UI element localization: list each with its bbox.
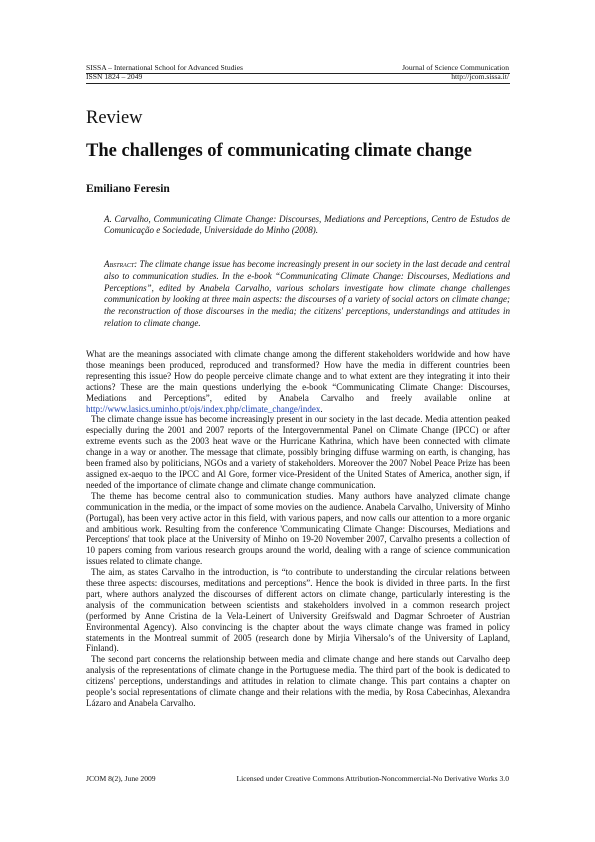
book-reference: A. Carvalho, Communicating Climate Change: Discourses, Mediations and Perceptions, Centro de Estudos de Comunicação e Sociedade, Universidade do Minho (2008). (104, 214, 510, 235)
ebook-link[interactable]: http://www.lasics.uminho.pt/ojs/index.php/climate_change/index (86, 403, 321, 414)
journal-header-right (402, 63, 509, 81)
issn: ISSN 1824 – 2049 (86, 72, 143, 81)
article-title: The challenges of communicating climate change (86, 141, 472, 161)
paragraph-1-end: . (320, 403, 323, 414)
article-body (86, 349, 510, 709)
publisher-name: SISSA – International School for Advanced Studies (86, 63, 243, 72)
footer-license: Licensed under Creative Commons Attribution-Noncommercial-No Derivative Works 3.0 (236, 774, 509, 783)
paragraph-4: The aim, as states Carvalho in the introduction, is “to contribute to understanding the circular relations between these three aspects: discourses, meditations and perceptions”. Hence the book is divided in three parts. In the first part, where authors analyzed the discourses of different actors on climate change, particularly interesting is the analysis of the communication between scientists and stakeholders involved in a common research project (performed by Anne Cristina de la Vela-Leinert of University Greifswald and Dagmar Schroeter of Austrian Environmental Agency). Also convincing is the chapter about the ways climate change was framed in policy statements in the Montreal summit of 2005 (research done by Mirjia Vihersalo’s of the University of Lapland, Finland). (86, 567, 510, 654)
journal-name: Journal of Science Communication (402, 63, 509, 72)
paragraph-1-text: What are the meanings associated with climate change among the different stakeholders worldwide and how have those meanings been produced, reproduced and transformed? How have the media in different countries been representing this issue? How do people perceive climate change and to what extent are they integrating it into their actions? These are the main questions underlying the e-book “Communicating Climate Change: Discourses, Mediations and Perceptions”, edited by Anabela Carvalho and freely available online at (86, 349, 510, 403)
header-rule-bottom (86, 83, 510, 84)
header-rule-top (86, 73, 510, 74)
abstract-label: Abstract (104, 259, 135, 269)
footer-citation: JCOM 8(2), June 2009 (86, 774, 156, 783)
paragraph-1 (86, 349, 510, 414)
abstract (104, 259, 510, 330)
paragraph-5: The second part concerns the relationship between media and climate change and here stands out Carvalho deep analysis of the representations of climate change in the Portuguese media. The third part of the book is dedicated to citizens' perceptions, understandings and attitudes in relation to climate change. This part contains a chapter on people’s social representations of climate change and their relations with the media, by Rosa Cabecinhas, Alexandra Lázaro and Anabela Carvalho. (86, 654, 510, 708)
journal-url[interactable]: http://jcom.sissa.it/ (451, 72, 509, 81)
author-name: Emiliano Feresin (86, 183, 170, 195)
abstract-text: : The climate change issue has become increasingly present in our society in the last decade and central also to communication studies. In the e-book “Communicating Climate Change: Discourses, Mediations and Perceptions”, edited by Anabela Carvalho, various scholars investigate how climate change challenges communication by looking at three main aspects: the discourses of a variety of social actors on climate change; the reconstruction of those discourses in the media; the citizens' perceptions, understandings and attitudes in relation to climate change. (104, 259, 510, 328)
section-label: Review (86, 108, 143, 128)
paragraph-3: The theme has become central also to communication studies. Many authors have analyzed climate change communication in the media, or the impact of some movies on the audience. Anabela Carvalho, University of Minho (Portugal), has been very active actor in this field, with various papers, and now calls our attention to a more organic and ambitious work. Resulting from the conference 'Communicating Climate Change: Discourses, Mediations and Perceptions' that took place at the University of Minho on 19-20 November 2007, Carvalho presents a collection of 10 papers coming from various research groups around the world, dealing with a range of science communication issues related to climate change. (86, 490, 510, 567)
paragraph-2: The climate change issue has become increasingly present in our society in the last decade. Media attention peaked especially during the 2001 and 2007 reports of the Intergovernmental Panel on Climate Change (IPCC) or after extreme events such as the 2003 heat wave or the Hurricane Kathrina, which have been connected with climate change in a way or another. The message that climate, possibly bringing diffuse warming on earth, is changing, has been framed also by politicians, NGOs and a variety of stakeholders. Moreover the 2007 Nobel Peace Prize has been assigned ex-aequo to the IPCC and Al Gore, former vice-President of the United States of America, another sign, if needed of the importance of climate change and climate change communication. (86, 414, 510, 490)
journal-header-left (86, 63, 243, 81)
